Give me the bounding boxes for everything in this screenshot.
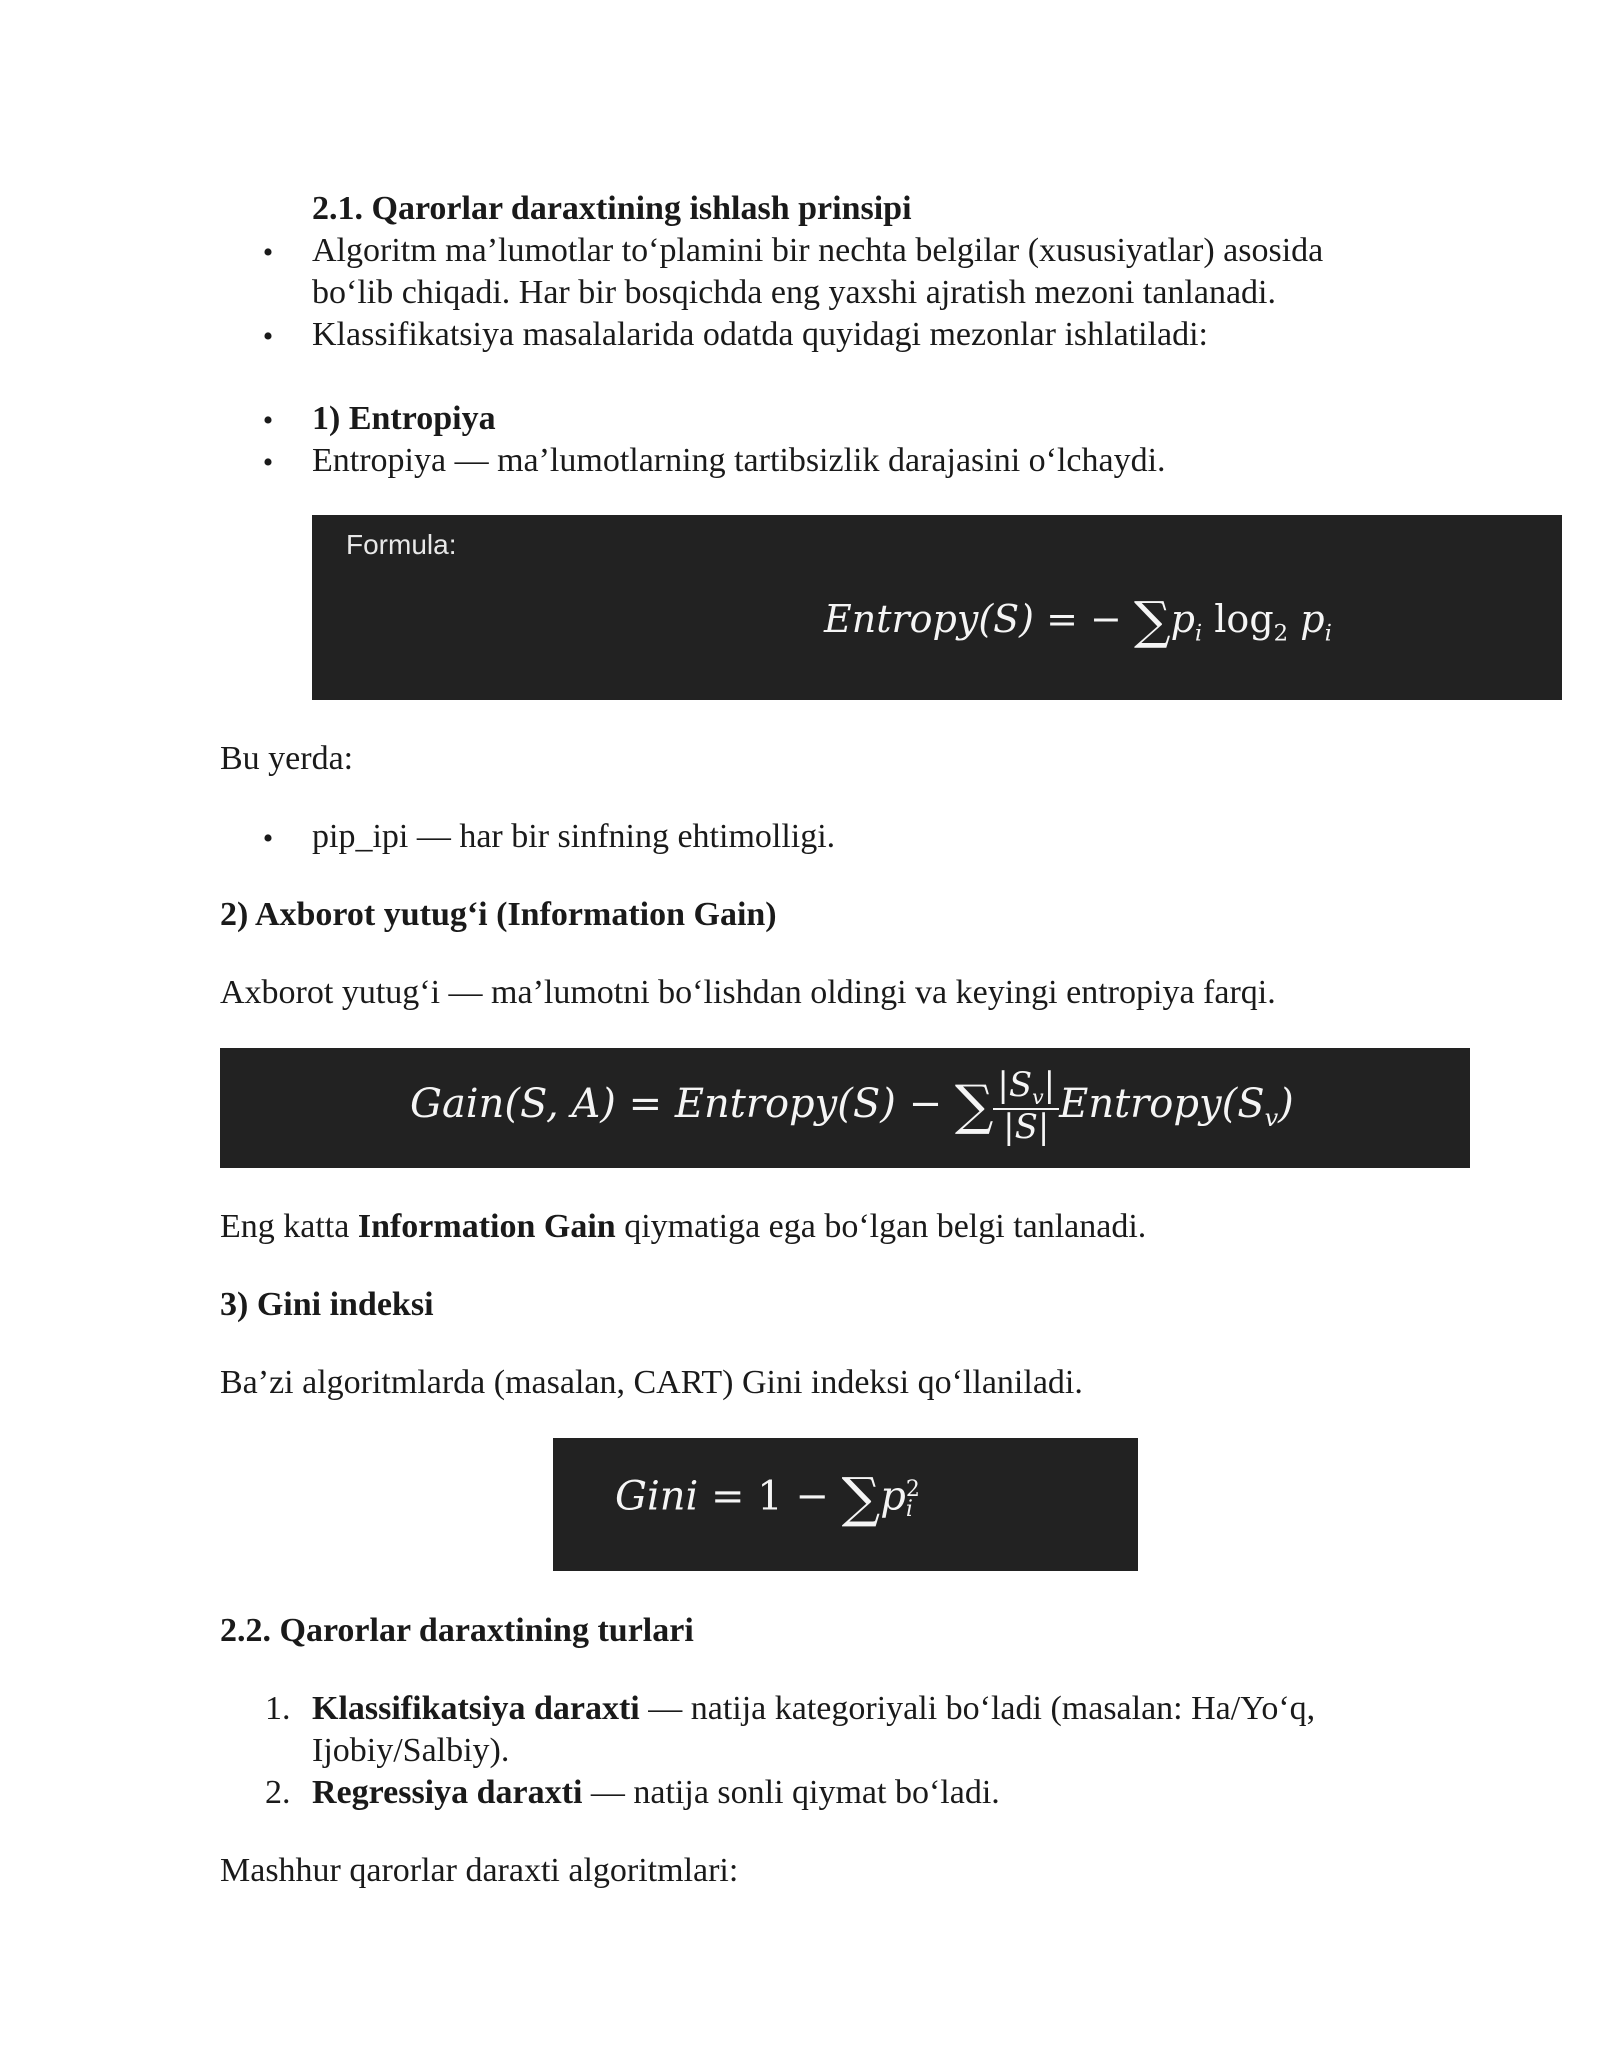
gini-formula: Gini = 1 − ∑p 2 i bbox=[615, 1466, 920, 1529]
entropy-heading: 1) Entropiya bbox=[312, 400, 496, 437]
bullet-text: Klassifikatsiya masalalarida odatda quyidagi mezonlar ishlatiladi: bbox=[312, 316, 1209, 353]
formula-label: Formula: bbox=[346, 529, 457, 560]
gain-formula-image bbox=[220, 1048, 1470, 1168]
entropy-description: Entropiya — ma’lumotlarning tartibsizlik darajasini o‘lchaydi. bbox=[312, 442, 1166, 479]
section-heading-2-1: 2.1. Qarorlar daraxtining ishlash prinsipi bbox=[312, 190, 912, 227]
gini-description: Ba’zi algoritmlarda (masalan, CART) Gini indeksi qo‘llaniladi. bbox=[220, 1364, 1083, 1401]
bullet-marker: • bbox=[262, 320, 274, 353]
list-item: Regressiya daraxti — natija sonli qiymat bo‘ladi. bbox=[312, 1774, 1000, 1811]
bu-yerda-label: Bu yerda: bbox=[220, 740, 354, 777]
list-number: 1. bbox=[265, 1690, 291, 1727]
bullet-marker: • bbox=[262, 236, 274, 269]
entropy-formula: Entropy(S) = − $\sum p_i$ $\log_2 p_i$ bbox=[824, 591, 1332, 651]
info-gain-description: Axborot yutug‘i — ma’lumotni bo‘lishdan oldingi va keyingi entropiya farqi. bbox=[220, 974, 1276, 1011]
section-heading-2-2: 2.2. Qarorlar daraxtining turlari bbox=[220, 1612, 694, 1649]
list-item: Klassifikatsiya daraxti — natija kategoriyali bo‘ladi (masalan: Ha/Yo‘q, bbox=[312, 1690, 1316, 1727]
entropy-formula-image bbox=[312, 515, 1562, 700]
bullet-text: Algoritm ma’lumotlar to‘plamini bir nechta belgilar (xususiyatlar) asosida bbox=[312, 232, 1324, 269]
bullet-marker: • bbox=[262, 404, 274, 437]
gain-formula: Gain(S, A) = Entropy(S) − ∑ $\frac{|S_v|}{|S|}$ $Entropy(S_v)$ bbox=[410, 1065, 1294, 1148]
list-number: 2. bbox=[265, 1774, 291, 1811]
gini-heading: 3) Gini indeksi bbox=[220, 1286, 434, 1323]
info-gain-heading: 2) Axborot yutug‘i (Information Gain) bbox=[220, 896, 777, 933]
bullet-text-continued: bo‘lib chiqadi. Har bir bosqichda eng yaxshi ajratish mezoni tanlanadi. bbox=[312, 274, 1277, 311]
pip-definition: pip_ipi — har bir sinfning ehtimolligi. bbox=[312, 818, 836, 855]
list-item-continued: Ijobiy/Salbiy). bbox=[312, 1732, 510, 1769]
info-gain-bold: Information Gain bbox=[357, 1208, 616, 1245]
bullet-marker: • bbox=[262, 822, 274, 855]
algorithms-intro: Mashhur qarorlar daraxti algoritmlari: bbox=[220, 1852, 739, 1889]
gini-formula-image bbox=[553, 1438, 1138, 1571]
info-gain-conclusion: Eng katta Information Gain qiymatiga ega bo‘lgan belgi tanlanadi. bbox=[220, 1208, 1147, 1245]
bullet-marker: • bbox=[262, 446, 274, 479]
